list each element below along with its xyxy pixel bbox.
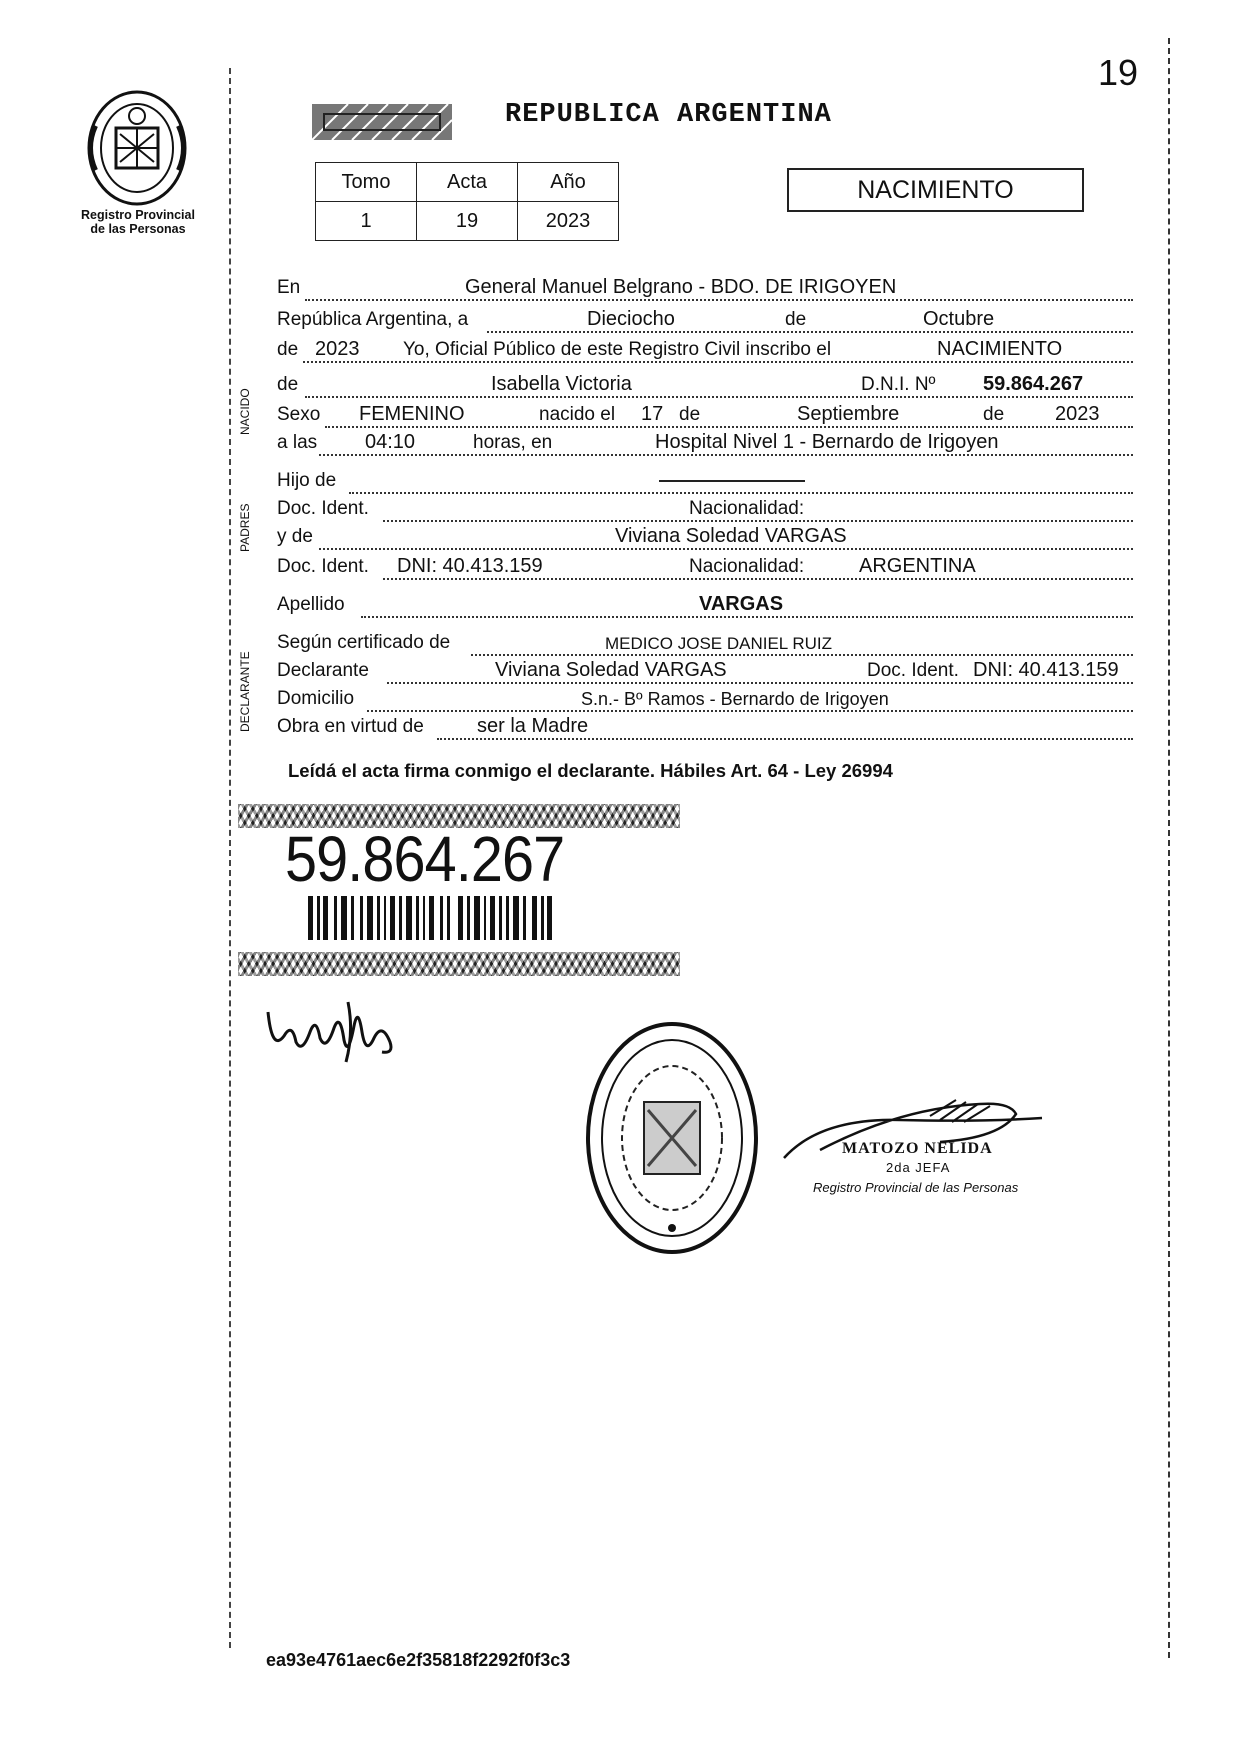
dni-label: D.N.I. Nº [861, 374, 936, 395]
en-label: En [277, 277, 301, 298]
madre-nac-label: Nacionalidad: [689, 556, 805, 577]
record-type-box: NACIMIENTO [787, 168, 1084, 212]
a-las-label: a las [277, 432, 318, 453]
hijo-de-label: Hijo de [277, 470, 337, 491]
document-hash: ea93e4761aec6e2f35818f2292f0f3c3 [266, 1650, 571, 1670]
apellido-label: Apellido [277, 594, 345, 615]
row-domicilio [275, 686, 1133, 712]
security-pattern-bottom-overlay [238, 952, 680, 976]
anio-nac-value: 2023 [1055, 403, 1100, 425]
apellido-value: VARGAS [699, 593, 784, 615]
barcode-icon [308, 896, 552, 940]
row-obra [275, 714, 1133, 740]
madre-doc-value: DNI: 40.413.159 [397, 555, 543, 577]
nac-de-label-1: de [679, 404, 701, 425]
domicilio-value: S.n.- Bº Ramos - Bernardo de Irigoyen [581, 689, 889, 709]
right-edge-rule [1168, 38, 1172, 1658]
section-label-padres: PADRES [238, 503, 252, 553]
row-fecha-acta [275, 307, 1133, 333]
logo-caption-line-2: de las Personas [90, 222, 186, 236]
left-margin-rule [229, 68, 231, 1648]
obra-label: Obra en virtud de [277, 716, 424, 737]
officer-office: Registro Provincial de las Personas [813, 1180, 1019, 1195]
row-lugar [275, 275, 1133, 301]
lugar-nac-value: Hospital Nivel 1 - Bernardo de Irigoyen [655, 431, 999, 453]
declarant-signature-icon [262, 992, 402, 1072]
certificado-label: Según certificado de [277, 632, 451, 653]
dni-large: 59.864.267 [285, 823, 565, 895]
nombre-value: Isabella Victoria [491, 373, 632, 395]
officer-name: MATOZO NELIDA [842, 1140, 993, 1157]
sexo-label: Sexo [277, 404, 321, 425]
padre-doc-label: Doc. Ident. [277, 498, 369, 519]
section-label-declarante: DECLARANTE [238, 651, 252, 733]
nacido-el-label: nacido el [539, 404, 616, 425]
declarante-label: Declarante [277, 660, 369, 681]
page-number: 19 [1098, 52, 1139, 93]
nacido-de-label: de [277, 374, 299, 395]
dni-value: 59.864.267 [983, 373, 1084, 395]
madre-nac-value: ARGENTINA [859, 555, 976, 577]
meta-header-acta: Acta [417, 163, 518, 202]
dia-acta-value: Dieciocho [587, 308, 675, 330]
lugar-value: General Manuel Belgrano - BDO. DE IRIGOYEN [465, 276, 897, 298]
horas-label: horas, en [473, 432, 553, 453]
logo-caption-line-1: Registro Provincial [81, 208, 195, 222]
anio-acta-value: 2023 [315, 338, 360, 360]
madre-value: Viviana Soledad VARGAS [615, 525, 847, 547]
row-padre-doc [275, 496, 1133, 522]
declarante-doc-value: DNI: 40.413.159 [973, 659, 1119, 681]
mes-acta-value: Octubre [923, 308, 995, 330]
logo-caption [68, 208, 208, 236]
row-apellido [275, 592, 1133, 618]
province-logo-icon [82, 86, 192, 208]
section-label-nacido: NACIDO [238, 388, 252, 436]
legal-text: Leídá el acta firma conmigo el declarante. Hábiles Art. 64 - Ley 26994 [288, 760, 893, 781]
meta-value-anio: 2023 [518, 202, 619, 241]
security-stamp-icon [312, 104, 452, 140]
certificado-value: MEDICO JOSE DANIEL RUIZ [605, 634, 833, 653]
madre-doc-label: Doc. Ident. [277, 556, 369, 577]
row-certificado [275, 630, 1133, 656]
obra-value: ser la Madre [477, 715, 589, 737]
sexo-value: FEMENINO [359, 403, 465, 425]
meta-header-anio: Año [518, 163, 619, 202]
tipo-value: NACIMIENTO [937, 338, 1063, 360]
dia-nac-value: 17 [641, 403, 664, 425]
row-hora-lugar [275, 430, 1133, 456]
row-oficial [275, 337, 1133, 363]
declarante-value: Viviana Soledad VARGAS [495, 659, 727, 681]
de-label-1: de [785, 309, 807, 330]
domicilio-label: Domicilio [277, 688, 355, 709]
row-hijo-de [275, 468, 1133, 494]
hora-value: 04:10 [365, 431, 416, 453]
record-meta-table [315, 162, 619, 241]
nac-de-label-2: de [983, 404, 1005, 425]
officer-role: 2da JEFA [886, 1160, 951, 1175]
de-label-2: de [277, 339, 299, 360]
official-seal-icon [582, 1018, 762, 1258]
meta-header-tomo: Tomo [316, 163, 417, 202]
row-madre [275, 524, 1133, 550]
padre-redaction-line [659, 480, 805, 482]
row-declarante [275, 658, 1133, 684]
declarante-doc-label: Doc. Ident. [867, 660, 959, 681]
padre-nac-label: Nacionalidad: [689, 498, 805, 519]
republica-label: República Argentina, a [277, 309, 469, 330]
row-nombre [275, 372, 1133, 398]
document-title: REPUBLICA ARGENTINA [505, 100, 832, 130]
meta-value-acta: 19 [417, 202, 518, 241]
oficial-text: Yo, Oficial Público de este Registro Civil inscribo el [403, 339, 832, 360]
row-sexo-fecha [275, 402, 1133, 428]
row-madre-doc [275, 554, 1133, 580]
mes-nac-value: Septiembre [797, 403, 900, 425]
meta-value-tomo: 1 [316, 202, 417, 241]
y-de-label: y de [277, 526, 313, 547]
